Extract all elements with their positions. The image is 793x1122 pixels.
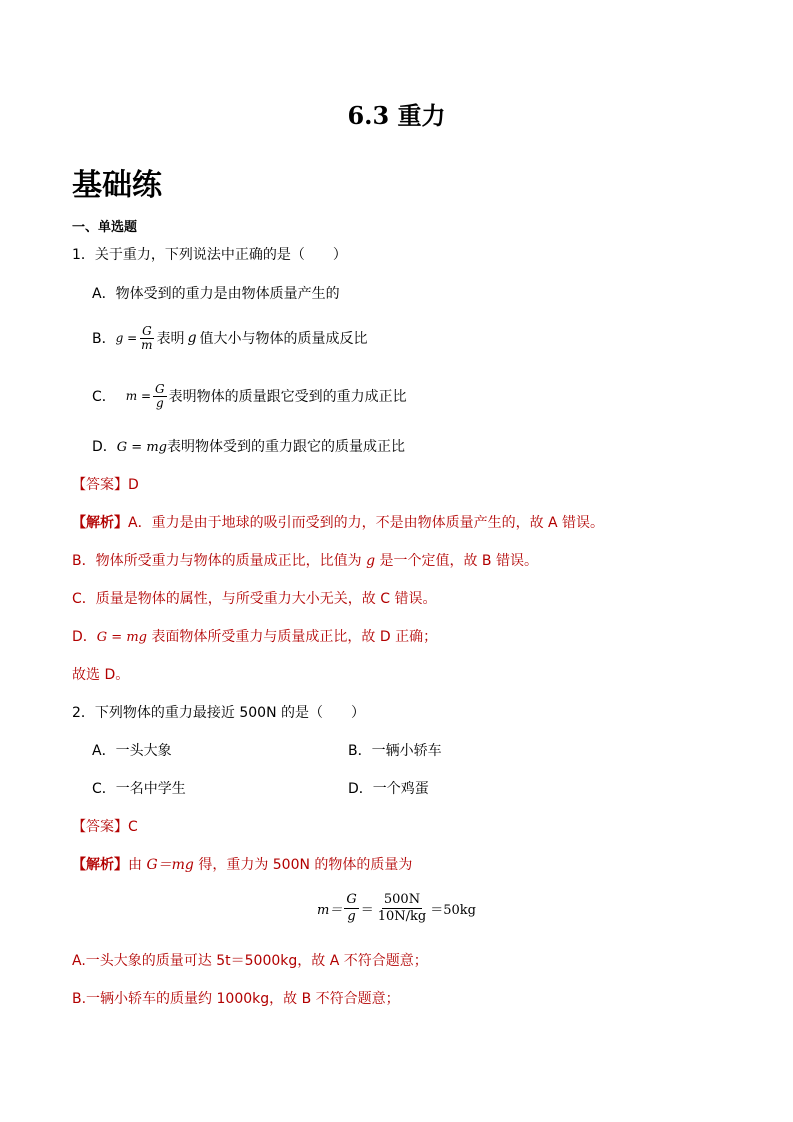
analysis-text: 是一个定值，故 B 错误。 — [375, 553, 538, 569]
subsection-heading: 一、单选题 — [72, 220, 138, 235]
q2-answer: 【答案】C — [72, 819, 138, 835]
q2-option-d: D．一个鸡蛋 — [348, 781, 429, 797]
numerator: G — [142, 323, 152, 338]
option-text: 表明 — [156, 331, 185, 347]
mass-formula — [0, 888, 793, 928]
denominator: g — [155, 395, 164, 410]
q2-line-b: B.一辆小轿车的质量约 1000kg，故 B 不符合题意； — [72, 991, 400, 1007]
analysis-text: 表面物体所受重力与质量成正比，故 D 正确； — [146, 629, 438, 645]
denominator: m — [141, 337, 153, 352]
analysis-text: A．重力是由于地球的吸引而受到的力，不是由物体质量产生的，故 A 错误。 — [128, 515, 605, 531]
q1-option-d — [92, 436, 405, 456]
q1-option-a: A．物体受到的重力是由物体质量产生的 — [92, 286, 340, 302]
option-label: B． — [92, 331, 116, 347]
formula-lhs: m＝ — [317, 902, 343, 918]
q1-stem: 1．关于重力，下列说法中正确的是（ ） — [72, 247, 347, 263]
formula: G = mg — [96, 630, 147, 645]
formula-lhs: m = — [125, 389, 152, 403]
analysis-text: B．物体所受重力与物体的质量成正比，比值为 — [72, 553, 367, 569]
analysis-label: 【解析】 — [72, 857, 128, 873]
analysis-label: 【解析】 — [72, 515, 128, 531]
numerator: 500N — [383, 891, 421, 907]
q1-analysis-2 — [72, 550, 538, 570]
fraction — [344, 892, 358, 925]
denominator: 10N/kg — [377, 908, 427, 924]
result: ＝50kg — [430, 902, 476, 918]
fraction — [153, 383, 167, 410]
numerator: G — [155, 381, 165, 396]
variable: g — [366, 553, 376, 569]
variable: g — [187, 330, 197, 346]
option-text: 表明物体的质量跟它受到的重力成正比 — [168, 389, 407, 405]
analysis-text: 得，重力为 500N 的物体的质量为 — [193, 857, 413, 873]
option-label: D． — [92, 439, 117, 455]
q2-option-c: C．一名中学生 — [92, 781, 186, 797]
q2-analysis — [72, 854, 412, 874]
analysis-text: 由 — [128, 857, 147, 873]
q1-analysis-4 — [72, 626, 437, 646]
formula: G＝mg — [146, 857, 194, 873]
q1-option-c — [92, 378, 407, 414]
equals: ＝ — [360, 902, 374, 918]
denominator: g — [347, 908, 356, 924]
option-text: 值大小与物体的质量成反比 — [199, 331, 368, 347]
fraction — [376, 892, 429, 925]
option-label: C． — [92, 389, 116, 405]
q1-analysis-1 — [72, 512, 604, 532]
page-title: 6.3 重力 — [347, 101, 446, 130]
q2-option-b: B．一辆小轿车 — [348, 743, 442, 759]
q1-analysis-3: C．质量是物体的属性，与所受重力大小无关，故 C 错误。 — [72, 591, 437, 607]
analysis-text: D． — [72, 629, 97, 645]
fraction — [139, 325, 154, 352]
numerator: G — [346, 891, 357, 907]
q2-stem: 2．下列物体的重力最接近 500N 的是（ ） — [72, 705, 366, 721]
option-text: 表明物体受到的重力跟它的质量成正比 — [166, 439, 405, 455]
q1-answer: 【答案】D — [72, 477, 139, 493]
q2-line-a: A.一头大象的质量可达 5t＝5000kg，故 A 不符合题意； — [72, 953, 428, 969]
q1-option-b — [92, 320, 368, 356]
q2-option-a: A．一头大象 — [92, 743, 172, 759]
section-heading: 基础练 — [72, 168, 162, 203]
q1-conclusion: 故选 D。 — [72, 667, 130, 683]
formula-lhs: g = — [115, 331, 138, 345]
formula: G = mg — [116, 440, 167, 455]
